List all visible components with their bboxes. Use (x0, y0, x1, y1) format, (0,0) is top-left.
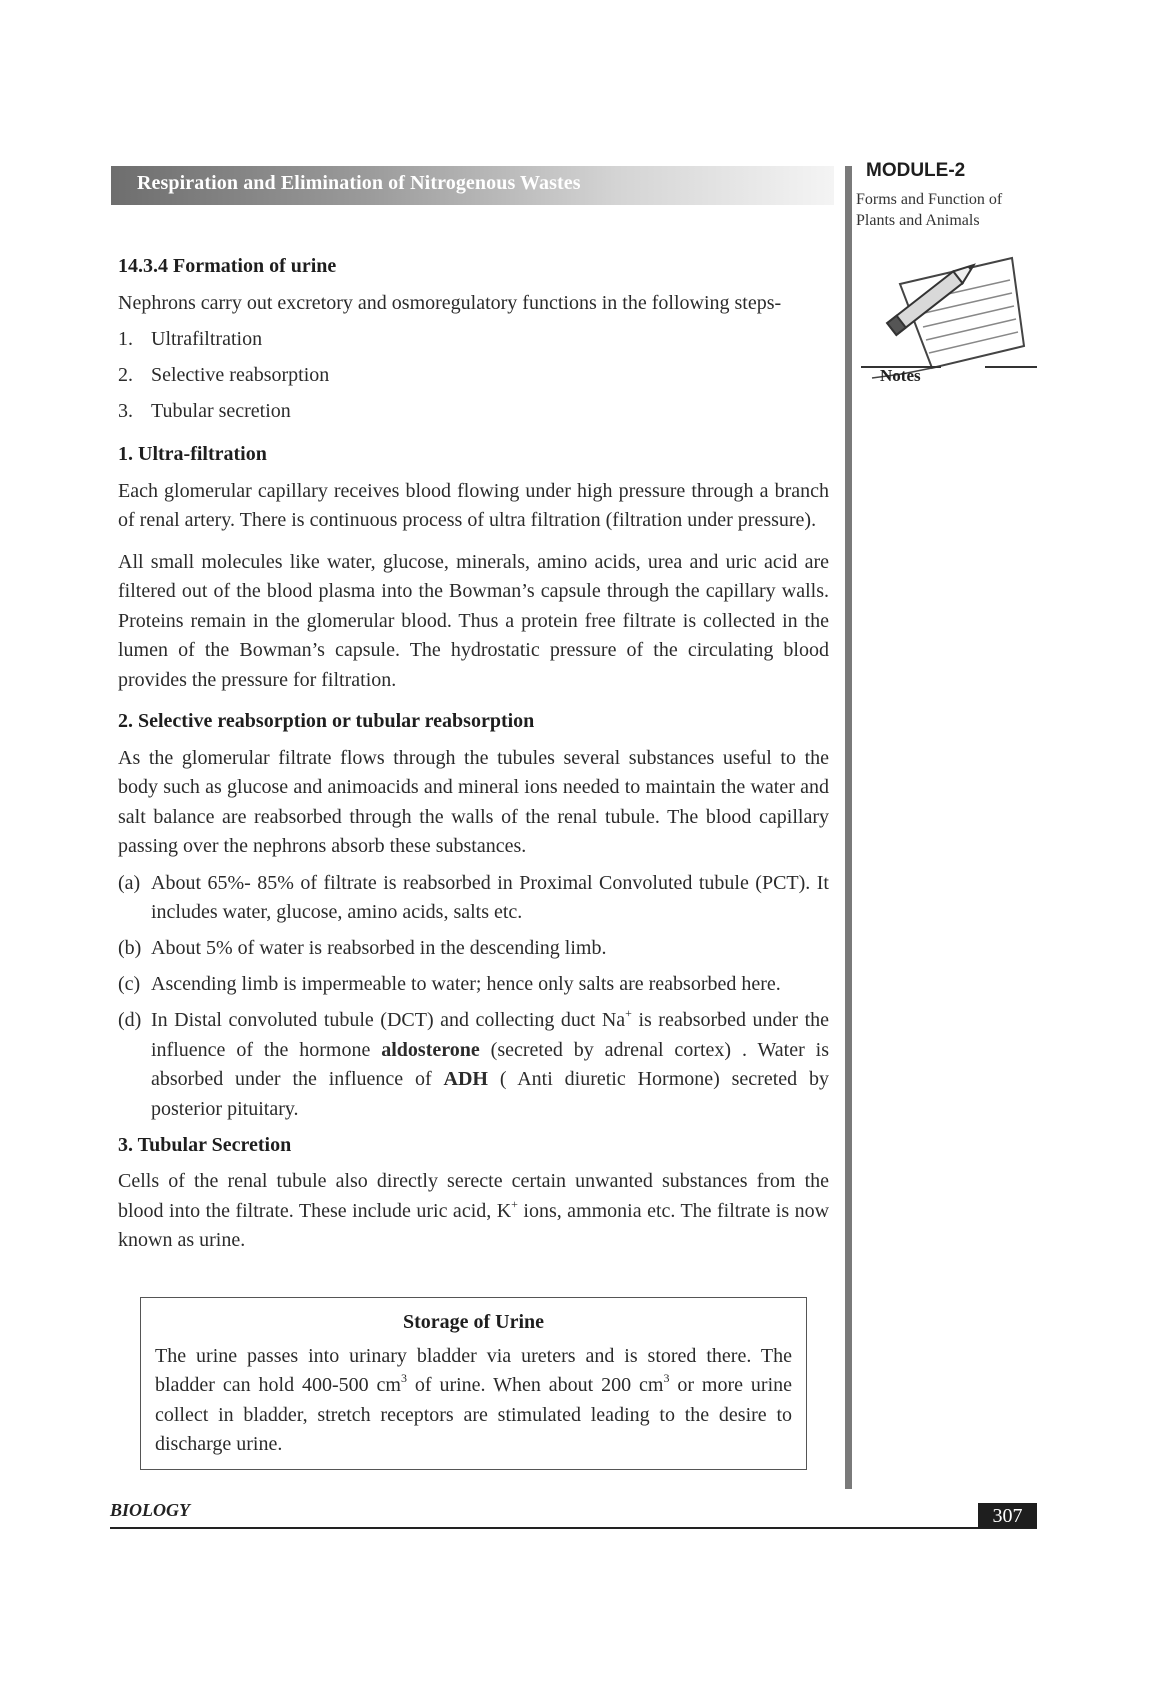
secretion-para: Cells of the renal tubule also directly serecte certain unwanted substances from the blood into the filtrate. These include uric acid, K+ ions, ammonia etc. The filtrate is now known as urine. (118, 1170, 830, 1251)
reabsorption-heading: 2. Selective reabsorption or tubular reabsorption (118, 710, 535, 732)
notes-rule-right (985, 366, 1037, 368)
module-subtitle-line2: Plants and Animals (856, 212, 980, 229)
ultrafiltration-para1: Each glomerular capillary receives blood flowing under high pressure through a branch of renal artery. There is continuous process of ultra filtration (filtration under pressure). (118, 479, 829, 531)
page-number: 307 (978, 1503, 1037, 1528)
secretion-heading: 3. Tubular Secretion (118, 1133, 292, 1156)
reabsorption-para: As the glomerular filtrate flows through the tubules several substances useful to the body such as glucose and animoacids and mineral ions needed to maintain the water and salt balance are reabsorbed through the walls of the renal tubule. The blood capillary passing over the nephrons absorb these substances. (118, 746, 829, 857)
footer-subject: BIOLOGY (110, 1500, 190, 1520)
adh-term: ADH (443, 1068, 488, 1090)
list-item: 1. Ultrafiltration (118, 328, 263, 350)
storage-box-title: Storage of Urine (402, 1311, 545, 1333)
notes-label: Notes (880, 366, 921, 385)
aldosterone-term: aldosterone (381, 1038, 480, 1061)
list-item: 2. Selective reabsorption (118, 364, 330, 386)
list-item: (c) Ascending limb is impermeable to water; hence only salts are reabsorbed here. (118, 973, 781, 995)
module-label: MODULE-2 (866, 160, 966, 181)
footer-rule (110, 1527, 1037, 1529)
list-item: (a) About 65%- 85% of filtrate is reabsorbed in Proximal Convoluted tubule (PCT). It includes water, glucose, amino acids, salts etc. (118, 871, 829, 923)
storage-box-text: The urine passes into urinary bladder via ureters and is stored there. The bladder can hold 400-500 $cm^3$ of urine. When about 200 $cm^3$ or more urine collect in bladder, stretch receptors are stimulated leading to the desire to discharge urine. (155, 1344, 792, 1455)
section-title: 14.3.4 Formation of urine (118, 255, 337, 277)
list-item: (b) About 5% of water is reabsorbed in the descending limb. (118, 937, 607, 959)
chapter-header-bar (111, 166, 834, 205)
section-intro: Nephrons carry out excretory and osmoregulatory functions in the following steps- (118, 291, 782, 314)
module-subtitle-line1: Forms and Function of (856, 191, 1003, 208)
storage-of-urine-box (140, 1297, 807, 1470)
module-subtitle (856, 189, 1056, 231)
list-item: 3. Tubular secretion (118, 400, 291, 422)
reabsorption-list (118, 869, 829, 1125)
chapter-title: Respiration and Elimination of Nitrogenous Wastes (137, 172, 581, 194)
ultrafiltration-heading: 1. Ultra-filtration (118, 443, 267, 465)
main-content (118, 252, 829, 1256)
steps-list (118, 325, 829, 427)
ultrafiltration-para2: All small molecules like water, glucose, minerals, amino acids, urea and uric acid are filtered out of the blood plasma into the Bowman’s capsule through the capillary walls. Proteins remain in the glomerular blood. Thus a protein free filtrate is collected in the lumen of the Bowman’s capsule. The hydrostatic pressure of the circulating blood provides the pressure for filtration. (118, 550, 829, 691)
list-item: (d) In Distal convoluted tubule (DCT) and collecting duct Na+ is reabsorbed under the influence of the hormone aldosterone (secreted by adrenal cortex) . Water is absorbed under the influence of ADH ( Anti diuretic Hormone) secreted by posterior pituitary. (118, 1006, 830, 1120)
margin-divider (845, 166, 852, 1489)
